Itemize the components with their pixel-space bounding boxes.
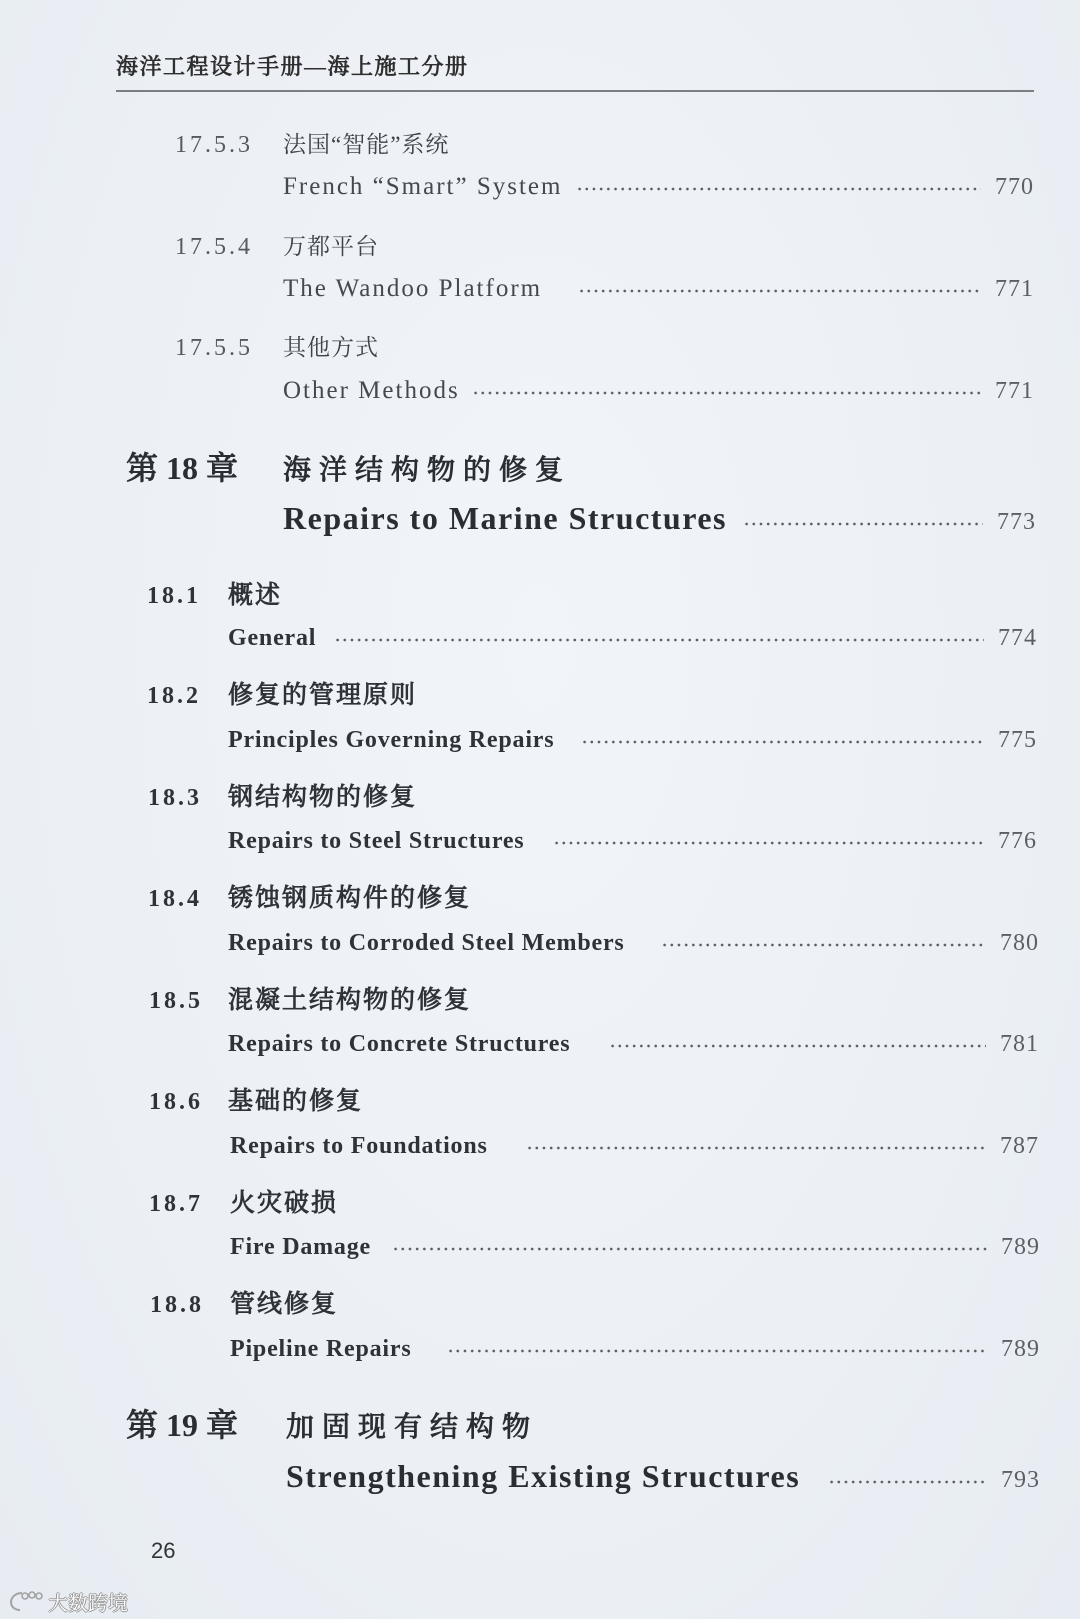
page-number: 773 bbox=[997, 509, 1036, 535]
section-title-chinese: 混凝土结构物的修复 bbox=[228, 987, 472, 1014]
dot-leader bbox=[472, 391, 981, 398]
chapter-label: 第 18 章 bbox=[126, 450, 239, 486]
section-title-chinese: 其他方式 bbox=[283, 335, 379, 360]
dot-leader bbox=[576, 187, 981, 194]
entry-english-line bbox=[228, 725, 1037, 755]
entry-heading-line bbox=[149, 986, 471, 1016]
section-number: 18.3 bbox=[148, 785, 202, 811]
entry-heading-line bbox=[147, 681, 417, 711]
dot-leader bbox=[334, 638, 984, 645]
entry-english-line bbox=[228, 826, 1037, 856]
section-title-english: Pipeline Repairs bbox=[230, 1336, 412, 1362]
running-header: 海洋工程设计手册—海上施工分册 bbox=[116, 54, 469, 79]
dot-leader bbox=[661, 943, 986, 950]
chapter-title-english: Repairs to Marine Structures bbox=[283, 500, 727, 536]
entry-english-line bbox=[230, 1232, 1040, 1262]
entry-heading-line bbox=[147, 581, 282, 611]
section-number: 17.5.5 bbox=[175, 335, 253, 361]
entry-heading-line bbox=[150, 1290, 338, 1320]
dot-leader bbox=[743, 522, 983, 529]
section-number: 18.7 bbox=[149, 1191, 203, 1217]
dot-leader bbox=[553, 841, 984, 848]
section-title-english: Principles Governing Repairs bbox=[228, 727, 555, 753]
page-number: 793 bbox=[1001, 1467, 1040, 1493]
section-title-chinese: 钢结构物的修复 bbox=[228, 784, 418, 811]
chapter-english-line bbox=[283, 498, 1036, 538]
section-number: 17.5.4 bbox=[175, 234, 253, 260]
chapter-heading-line bbox=[126, 1405, 538, 1448]
section-number: 18.5 bbox=[149, 988, 203, 1014]
dot-leader bbox=[828, 1480, 987, 1487]
page-number: 781 bbox=[1000, 1031, 1039, 1057]
dot-leader bbox=[392, 1247, 987, 1254]
entry-english-line bbox=[228, 623, 1037, 653]
entry-heading-line bbox=[175, 333, 379, 363]
entry-english-line bbox=[283, 376, 1034, 406]
page-number: 770 bbox=[995, 174, 1034, 200]
section-title-english: The Wandoo Platform bbox=[283, 275, 543, 302]
section-title-english: Repairs to Steel Structures bbox=[228, 828, 525, 854]
folio-page-number: 26 bbox=[151, 1538, 176, 1563]
entry-english-line bbox=[228, 1029, 1039, 1059]
watermark-logo-icon bbox=[8, 1589, 44, 1618]
chapter-title-english: Strengthening Existing Structures bbox=[286, 1458, 801, 1494]
chapter-title-chinese: 海洋结构物的修复 bbox=[283, 455, 572, 486]
page-number: 780 bbox=[1000, 930, 1039, 956]
chapter-heading-line bbox=[126, 448, 571, 491]
section-title-chinese: 管线修复 bbox=[230, 1291, 339, 1318]
chapter-english-line bbox=[286, 1456, 1040, 1496]
section-title-chinese: 火灾破损 bbox=[230, 1190, 339, 1217]
dot-leader bbox=[578, 289, 981, 296]
page-number: 787 bbox=[1000, 1133, 1039, 1159]
section-title-chinese: 概述 bbox=[228, 582, 283, 609]
chapter-label: 第 19 章 bbox=[126, 1407, 239, 1443]
section-number: 18.2 bbox=[147, 683, 201, 709]
header-rule bbox=[116, 90, 1034, 92]
section-number: 18.8 bbox=[150, 1292, 204, 1318]
entry-english-line bbox=[283, 172, 1034, 202]
entry-english-line bbox=[230, 1131, 1039, 1161]
section-number: 17.5.3 bbox=[175, 132, 253, 158]
section-title-english: French “Smart” System bbox=[283, 173, 563, 200]
page-number: 771 bbox=[995, 276, 1034, 302]
page-number: 771 bbox=[995, 378, 1034, 404]
section-number: 18.4 bbox=[148, 886, 202, 912]
entry-english-line bbox=[230, 1334, 1040, 1364]
entry-heading-line bbox=[175, 130, 449, 160]
entry-heading-line bbox=[149, 1087, 363, 1117]
section-title-english: Other Methods bbox=[283, 377, 460, 404]
watermark-text: 大数跨境 bbox=[48, 1591, 128, 1615]
section-number: 18.1 bbox=[147, 583, 201, 609]
watermark bbox=[8, 1590, 128, 1616]
page-number: 774 bbox=[998, 625, 1037, 651]
section-title-english: Repairs to Concrete Structures bbox=[228, 1031, 571, 1057]
entry-english-line bbox=[283, 274, 1034, 304]
section-title-english: Fire Damage bbox=[230, 1234, 371, 1260]
entry-heading-line bbox=[148, 884, 471, 914]
entry-heading-line bbox=[149, 1189, 338, 1219]
entry-heading-line bbox=[148, 783, 417, 813]
section-number: 18.6 bbox=[149, 1089, 203, 1115]
dot-leader bbox=[447, 1349, 987, 1356]
section-title-chinese: 万都平台 bbox=[283, 234, 379, 259]
dot-leader bbox=[581, 740, 984, 747]
section-title-chinese: 锈蚀钢质构件的修复 bbox=[228, 885, 472, 912]
page-number: 789 bbox=[1001, 1336, 1040, 1362]
page-number: 775 bbox=[998, 727, 1037, 753]
section-title-chinese: 修复的管理原则 bbox=[228, 682, 418, 709]
page-number: 789 bbox=[1001, 1234, 1040, 1260]
section-title-english: Repairs to Foundations bbox=[230, 1133, 488, 1159]
section-title-chinese: 基础的修复 bbox=[228, 1088, 364, 1115]
section-title-english: General bbox=[228, 625, 317, 651]
entry-english-line bbox=[228, 928, 1039, 958]
entry-heading-line bbox=[175, 232, 379, 262]
chapter-title-chinese: 加固现有结构物 bbox=[286, 1412, 539, 1443]
page-number: 776 bbox=[998, 828, 1037, 854]
dot-leader bbox=[526, 1146, 986, 1153]
section-title-english: Repairs to Corroded Steel Members bbox=[228, 930, 625, 956]
section-title-chinese: 法国“智能”系统 bbox=[283, 132, 450, 157]
dot-leader bbox=[609, 1044, 986, 1051]
